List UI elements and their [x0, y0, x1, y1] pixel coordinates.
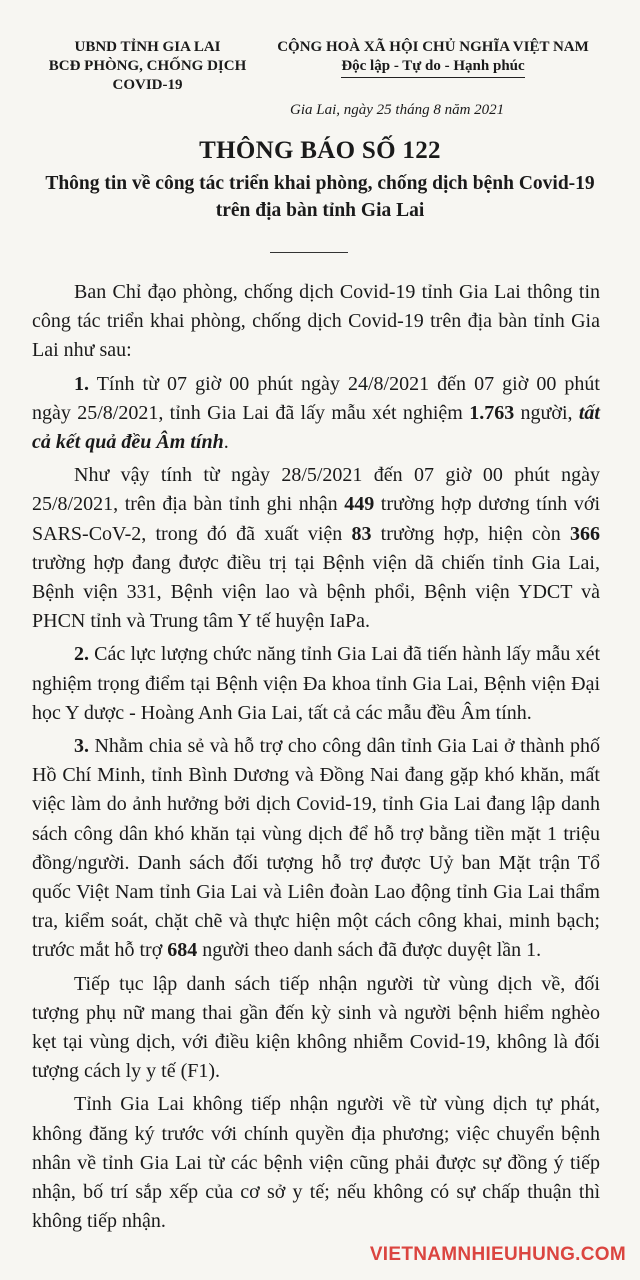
p3-text-a: Nhằm chia sẻ và hỗ trợ cho công dân tỉnh Gia Lai ở thành phố Hồ Chí Minh, tỉnh Bình Dương và Đồng Nai đang gặp khó khăn, mất việc làm do ảnh hưởng bởi dịch Covid-19, tỉnh Gia Lai đang lập danh sách công dân khó khăn tại vùng dịch để hỗ trợ bằng tiền mặt 1 triệu đồng/người. Danh sách đối tượng hỗ trợ được Uỷ ban Mặt trận Tổ quốc Việt Nam tỉnh Gia Lai và Liên đoàn Lao động tỉnh Gia Lai thẩm tra, kiểm soát, chặt chẽ và thực hiện một cách công khai, minh bạch; trước mắt hỗ trợ [32, 735, 600, 962]
p1b-text-d: trường hợp đang được điều trị tại Bệnh viện dã chiến tỉnh Gia Lai, Bệnh viện 331, Bệnh viện lao và bệnh phổi, Bệnh viện YDCT và PHCN tỉnh và Trung tâm Y tế huyện IaPa. [32, 551, 600, 633]
section-1-paragraph [32, 370, 600, 458]
p1b-text-a: Như vậy tính từ ngày 28/5/2021 đến 07 giờ 00 phút ngày 25/8/2021, trên địa bàn tỉnh ghi nhận [32, 464, 600, 516]
agency-line-2: BCĐ PHÒNG, CHỐNG DỊCH [48, 58, 247, 74]
issuing-agency [40, 38, 255, 95]
p1b-text-c: trường hợp, hiện còn [371, 522, 570, 545]
p1-text-b: người, [514, 401, 579, 424]
p1b-text-b: trường hợp dương tính với SARS-CoV-2, trong đó đã xuất viện [32, 493, 600, 545]
positive-count: 449 [344, 493, 375, 516]
national-heading [248, 38, 618, 78]
p2-text: Các lực lượng chức năng tỉnh Gia Lai đã tiến hành lấy mẫu xét nghiệm trọng điểm tại Bệnh viện Đa khoa tỉnh Gia Lai, Bệnh viện Đại học Y dược - Hoàng Anh Gia Lai, tất cả các mẫu đều Âm tính. [32, 643, 600, 724]
national-title: CỘNG HOÀ XÃ HỘI CHỦ NGHĨA VIỆT NAM [277, 39, 589, 55]
support-count: 684 [167, 939, 198, 962]
section-3-number: 3. [74, 735, 89, 758]
document-date: Gia Lai, ngày 25 tháng 8 năm 2021 [290, 102, 505, 118]
intro-text: Ban Chỉ đạo phòng, chống dịch Covid-19 tỉnh Gia Lai thông tin công tác triển khai phòng, chống dịch Covid-19 trên địa bàn tỉnh Gia Lai như sau: [32, 281, 600, 362]
site-watermark: VIETNAMNHIEUHUNG.COM [369, 1244, 626, 1265]
p1-text-a: Tính từ 07 giờ 00 phút ngày 24/8/2021 đến 07 giờ 00 phút ngày 25/8/2021, tỉnh Gia Lai đã lấy mẫu xét nghiệm [32, 372, 600, 424]
tested-count: 1.763 [469, 401, 515, 424]
negative-result: tất cả kết quả đều Âm tính [32, 401, 600, 454]
document-subtitle [20, 170, 620, 224]
section-3-paragraph [32, 732, 600, 966]
treating-count: 366 [570, 522, 600, 545]
discharged-count: 83 [351, 522, 372, 545]
reception-paragraph [32, 970, 600, 1087]
title-divider [270, 252, 348, 253]
section-2-paragraph [32, 640, 600, 728]
policy-paragraph [32, 1090, 600, 1236]
document-title: THÔNG BÁO SỐ 122 [199, 137, 441, 164]
document-header [0, 38, 640, 98]
document-body [32, 278, 600, 1241]
subtitle-line-2: trên địa bàn tỉnh Gia Lai [215, 200, 425, 221]
agency-line-1: UBND TỈNH GIA LAI [74, 39, 221, 55]
agency-line-3: COVID-19 [112, 77, 183, 93]
p4-text: Tiếp tục lập danh sách tiếp nhận người từ vùng dịch về, đối tượng phụ nữ mang thai gần đến kỳ sinh và người bệnh hiểm nghèo kẹt tại vùng dịch, với điều kiện không nhiễm Covid-19, không là đối tượng cách ly y tế (F1). [32, 972, 600, 1083]
section-1-number: 1. [74, 372, 89, 395]
cumulative-paragraph [32, 461, 600, 636]
p3-text-b: người theo danh sách đã được duyệt lần 1. [197, 939, 542, 962]
p5-text: Tỉnh Gia Lai không tiếp nhận người về từ vùng dịch tự phát, không đăng ký trước với chính quyền địa phương; việc chuyển bệnh nhân về tỉnh Gia Lai từ các bệnh viện cũng phải được sự đồng ý tiếp nhận, bố trí sắp xếp của cơ sở y tế; nếu không có sự chấp thuận thì không tiếp nhận. [32, 1093, 600, 1233]
section-2-number: 2. [74, 643, 89, 666]
subtitle-line-1: Thông tin về công tác triển khai phòng, chống dịch bệnh Covid-19 [45, 173, 595, 194]
p1-text-c: . [223, 431, 229, 454]
national-motto: Độc lập - Tự do - Hạnh phúc [341, 57, 524, 78]
intro-paragraph [32, 278, 600, 366]
